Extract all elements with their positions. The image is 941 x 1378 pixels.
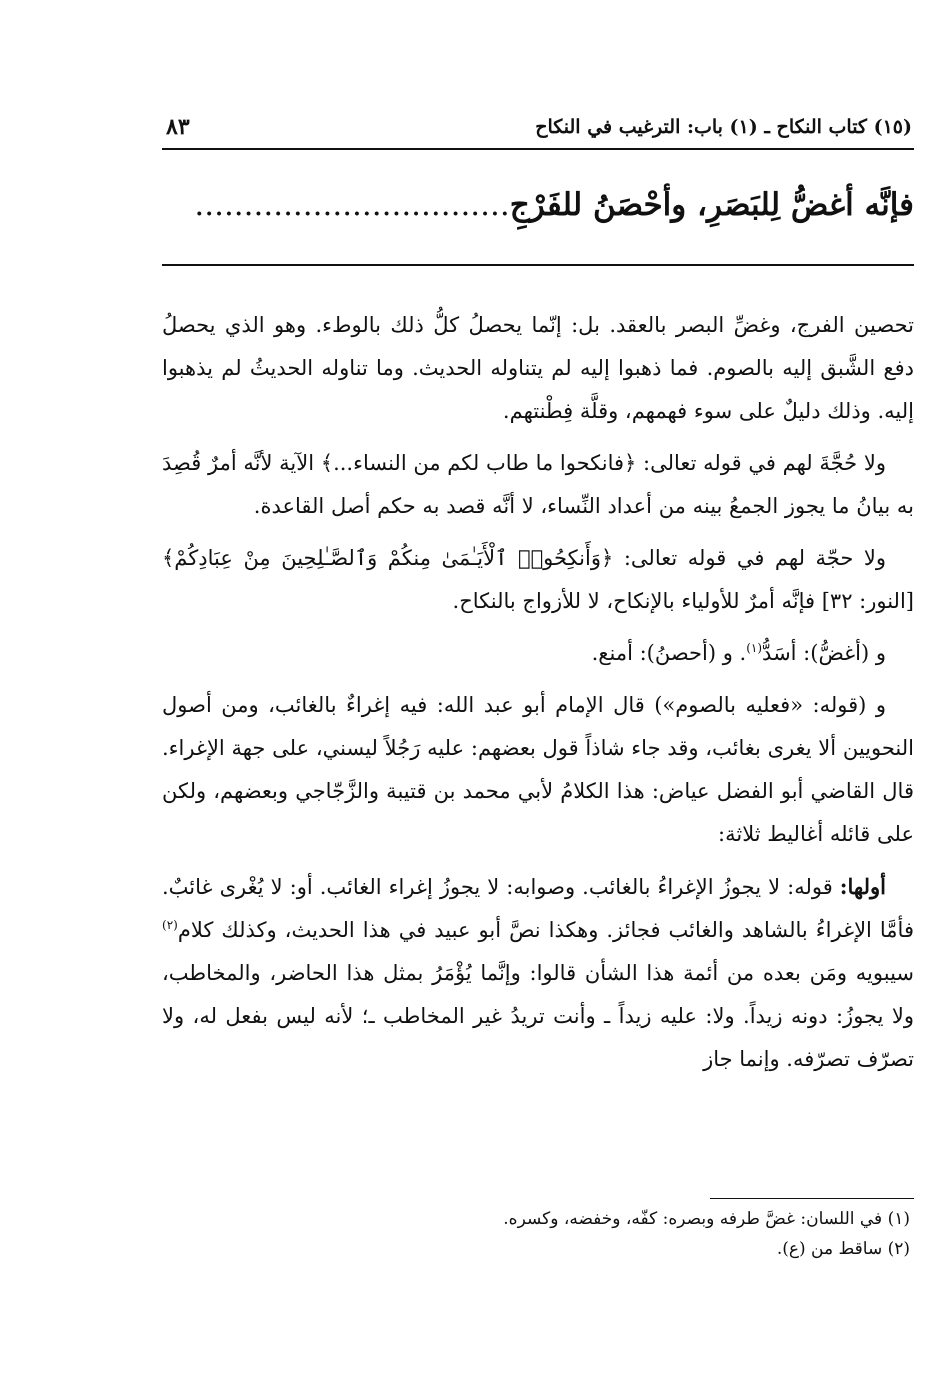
paragraph-text: ولا حُجَّةَ لهم في قوله تعالى: ﴿فانكحوا ما طاب لكم من النساء...﴾ الآية لأنَّه أمرٌ قُصِدَ به بيانُ ما يجوز الجمعُ بينه من أعداد النِّساء، لا أنَّه قصد به حكم أصل القاعدة. (162, 451, 914, 518)
paragraph-text: و (أغضُّ): أسَدُّ (762, 641, 886, 665)
ellipsis-dots: ................................ (194, 187, 510, 223)
footnote-1: (١) في اللسان: غضَّ طرفه وبصره: كفّه، وخفضه، وكسره. (503, 1209, 910, 1229)
paragraph-lead: أولها: (839, 874, 886, 899)
running-title: (١٥) كتاب النكاح ـ (١) باب: الترغيب في النكاح (535, 116, 912, 138)
paragraph-text: ولا حجّة لهم في قوله تعالى: ﴿وَأَنكِحُوا۟ ٱلْأَيَـٰمَىٰ مِنكُمْ وَٱلصَّـٰلِحِينَ مِنْ عِبَادِكُمْ﴾ [النور: ٣٢] فإنَّه أمرٌ للأولياء بالإنكاح، لا للأزواج بالنكاح. (162, 546, 914, 613)
page-header (162, 112, 914, 150)
paragraph-4 (162, 632, 914, 675)
hadith-text-line (162, 180, 914, 240)
section-divider (162, 264, 914, 266)
paragraph-text-tail: سيبويه ومَن بعده من أئمة هذا الشأن قالوا: وإنَّما يُؤْمَرُ بمثل هذا الحاضر، والمخاطب، ولا يجوزُ: دونه زيداً. ولا: عليه زيداً ـ وأنت تريدُ غير المخاطب ـ؛ لأنه ليس بفعل له، ولا تصرّف تصرّفه. وإنما جاز (162, 961, 914, 1071)
footnote-marker-1: (١) (746, 641, 763, 655)
footnote-divider (710, 1198, 914, 1199)
footnote-marker-2: (٢) (162, 918, 178, 932)
page-number: ٨٣ (166, 114, 190, 140)
commentary-body (162, 304, 914, 1090)
paragraph-1 (162, 304, 914, 433)
paragraph-text: قوله: لا يجوزُ الإغراءُ بالغائب. وصوابه: لا يجوزُ إغراء الغائب. أو: لا يُغْرى غائبٌ. فأمَّا الإغراءُ بالشاهد والغائب فجائز. وهكذا نصَّ أبو عبيد في هذا الحديث، وكذلك كلام (162, 875, 914, 942)
footnotes (162, 1204, 914, 1264)
paragraph-text: تحصين الفرج، وغضِّ البصر بالعقد. بل: إنّما يحصلُ كلُّ ذلك بالوطء. وهو الذي يحصلُ دفع الشَّبق إليه بالصوم. فما ذهبوا إليه لم يتناوله الحديث. وما تناوله الحديثُ لم يذهبوا إليه. وذلك دليلٌ على سوء فهمهم، وقلَّة فِطْنتهم. (162, 313, 914, 423)
paragraph-2 (162, 442, 914, 528)
paragraph-6 (162, 865, 914, 1081)
paragraph-3 (162, 537, 914, 623)
paragraph-5 (162, 684, 914, 856)
paragraph-text-tail: . و (أحصنُ): أمنع. (591, 641, 747, 665)
footnote-2: (٢) ساقط من (ع). (776, 1239, 910, 1259)
hadith-text: فإنَّه أغضُّ لِلبَصَرِ، وأحْصَنُ للفَرْجِ (509, 187, 914, 223)
paragraph-text: و (قوله: «فعليه بالصوم») قال الإمام أبو عبد الله: فيه إغراءٌ بالغائب، ومن أصول النحويين ألا يغرى بغائب، وقد جاء شاذاً قول بعضهم: عليه رَجُلاً ليسني، على جهة الإغراء. قال القاضي أبو الفضل عياض: هذا الكلامُ لأبي محمد بن قتيبة والزَّجّاجي وبعضهم، ولكن على قائله أغاليط ثلاثة: (162, 693, 914, 846)
